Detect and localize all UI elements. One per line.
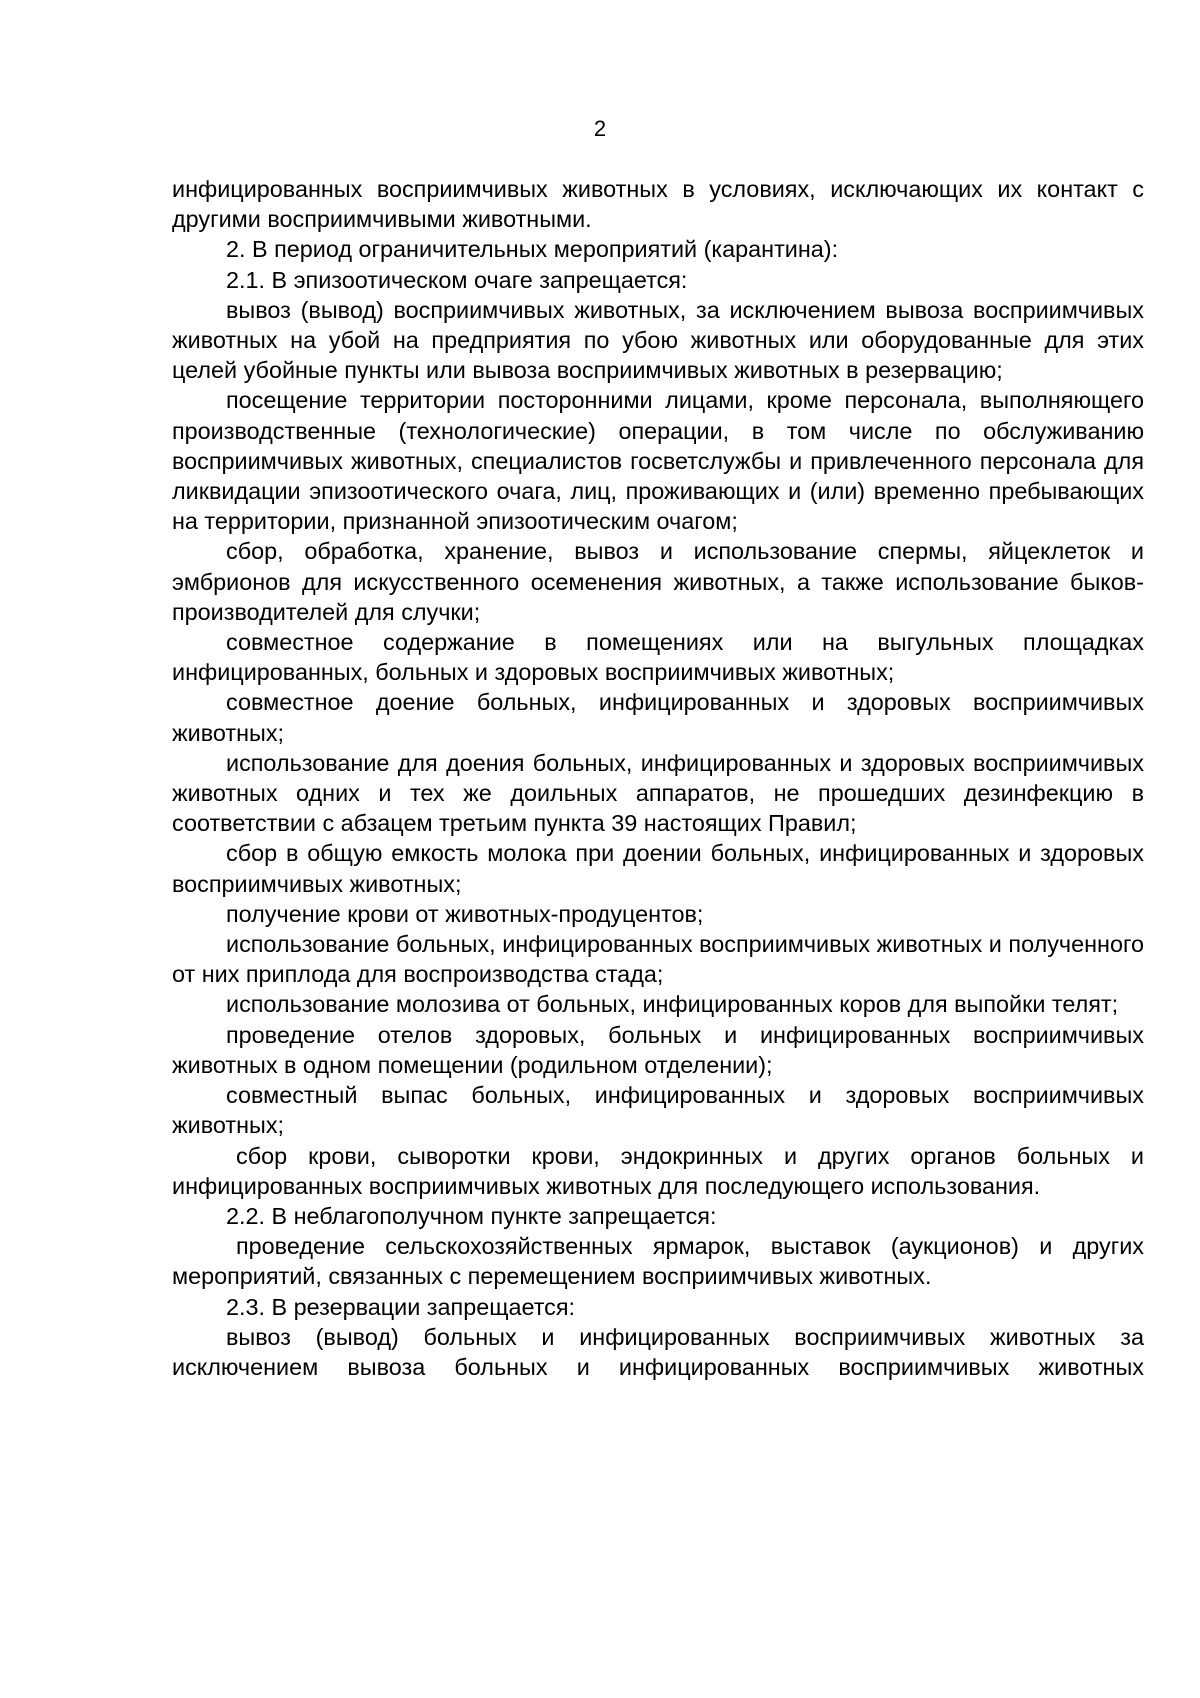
paragraph: вывоз (вывод) восприимчивых животных, за исключением вывоза восприимчивых животных на убой на предприятия по убою животных или оборудованные для этих целей убойные пункты или вывоза восприимчивых животных в резервацию; (172, 296, 1144, 384)
paragraph: 2.1. В эпизоотическом очаге запрещается: (226, 266, 688, 293)
paragraph: совместный выпас больных, инфицированных и здоровых восприимчивых животных; (172, 1082, 1144, 1139)
paragraph: получение крови от животных-продуцентов; (226, 900, 704, 927)
paragraph: вывоз (вывод) больных и инфицированных восприимчивых животных за исключением вывоза больных и инфицированных восприимчивых животных (172, 1323, 1144, 1380)
paragraph: 2. В период ограничительных мероприятий (карантина): (226, 236, 839, 263)
paragraph: использование для доения больных, инфицированных и здоровых восприимчивых животных одних и тех же доильных аппаратов, не прошедших дезинфекцию в соответствии с абзацем третьим пункта 39 настоящих Правил; (172, 749, 1144, 837)
paragraph: проведение сельскохозяйственных ярмарок, выставок (аукционов) и других мероприятий, связанных с перемещением восприимчивых животных. (172, 1233, 1144, 1290)
paragraph: проведение отелов здоровых, больных и инфицированных восприимчивых животных в одном помещении (родильном отделении); (172, 1021, 1144, 1078)
paragraph: совместное содержание в помещениях или на выгульных площадках инфицированных, больных и здоровых восприимчивых животных; (172, 629, 1144, 686)
paragraph: сбор крови, сыворотки крови, эндокринных и других органов больных и инфицированных восприимчивых животных для последующего использования. (172, 1142, 1144, 1199)
paragraph: использование больных, инфицированных восприимчивых животных и полученного от них приплода для воспроизводства стада; (172, 931, 1144, 988)
document-body (172, 174, 1144, 1382)
paragraph: сбор, обработка, хранение, вывоз и использование спермы, яйцеклеток и эмбрионов для искусственного осеменения животных, а также использование быков-производителей для случки; (172, 538, 1144, 625)
paragraph: совместное доение больных, инфицированных и здоровых восприимчивых животных; (172, 689, 1144, 746)
paragraph: инфицированных восприимчивых животных в условиях, исключающих их контакт с другими восприимчивыми животными. (172, 176, 1144, 233)
paragraph: посещение территории посторонними лицами, кроме персонала, выполняющего производственные (технологические) операции, в том числе по обслуживанию восприимчивых животных, специалистов госветслужбы и привлеченного персонала для ликвидации эпизоотического очага, лиц, проживающих и (или) временно пребывающих на территории, признанной эпизоотическим очагом; (172, 387, 1144, 535)
paragraph: 2.3. В резервации запрещается: (226, 1293, 576, 1320)
page-number: 2 (593, 116, 607, 141)
paragraph: использование молозива от больных, инфицированных коров для выпойки телят; (226, 991, 1119, 1018)
paragraph: 2.2. В неблагополучном пункте запрещается: (226, 1202, 717, 1229)
paragraph: сбор в общую емкость молока при доении больных, инфицированных и здоровых восприимчивых животных; (172, 840, 1144, 897)
